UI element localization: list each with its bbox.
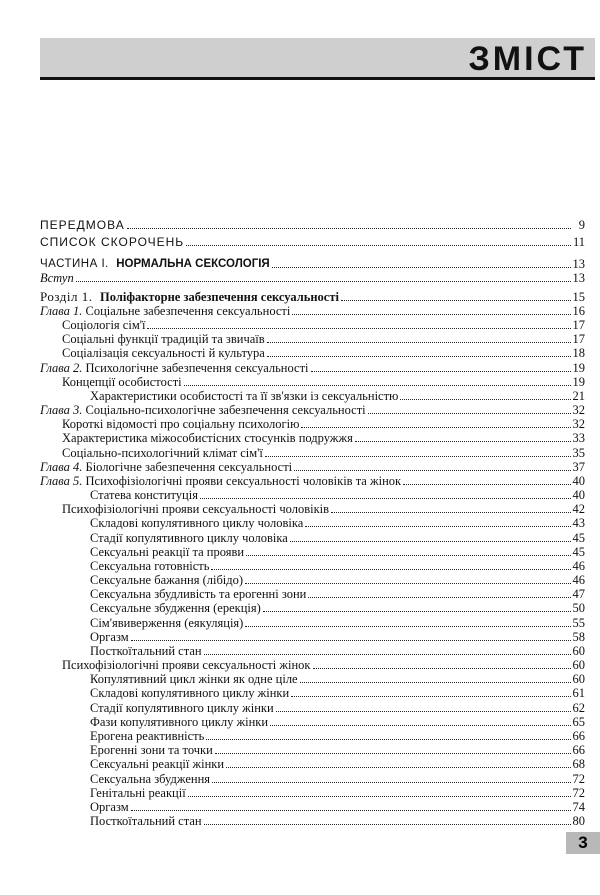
toc-entry[interactable]	[40, 346, 585, 360]
toc-label: Сексуальна збудження	[90, 771, 211, 786]
toc-label: Оргазм	[90, 629, 129, 644]
toc-entry[interactable]	[40, 601, 585, 615]
toc-entry[interactable]	[40, 417, 585, 431]
toc-label: Посткоїтальний стан	[90, 643, 202, 658]
toc-entry[interactable]	[40, 587, 585, 601]
toc-entry[interactable]	[40, 800, 585, 814]
toc-page: 16	[572, 303, 585, 318]
toc-entry[interactable]	[40, 630, 585, 644]
toc-page: 19	[572, 374, 585, 389]
toc-page: 60	[572, 658, 585, 673]
toc-label: Сексуальна готовність	[90, 558, 210, 573]
toc-label: Психофізіологічні прояви сексуальності чоловіків	[62, 502, 330, 517]
toc-page: 66	[572, 743, 585, 758]
toc-entry[interactable]	[40, 573, 585, 587]
toc-entry[interactable]	[40, 431, 585, 445]
toc-label: Характеристика міжособистісних стосунків подружжя	[62, 431, 353, 446]
toc-entry[interactable]	[40, 318, 585, 332]
toc-entry[interactable]	[40, 686, 585, 700]
toc-label: Соціальні функції традицій та звичаїв	[62, 332, 265, 347]
toc-page: 11	[572, 235, 585, 249]
toc-page: 45	[572, 544, 585, 559]
toc-entry[interactable]	[40, 389, 585, 403]
toc-label: Складові копулятивного циклу чоловіка	[90, 516, 304, 531]
toc-label: ЧАСТИНА I. НОРМАЛЬНА СЕКСОЛОГІЯ	[40, 257, 270, 270]
toc-label: Глава 1. Соціальне забезпечення сексуальності	[40, 303, 291, 318]
toc-label: Сексуальні реакції та прояви	[90, 544, 245, 559]
toc-label: Ерогенні зони та точки	[90, 743, 213, 758]
toc-page: 74	[572, 799, 585, 814]
toc-label: Стадії копулятивного циклу жінки	[90, 700, 274, 715]
toc-page: 33	[572, 431, 585, 446]
toc-page: 58	[572, 629, 585, 644]
toc-page: 19	[572, 360, 585, 375]
toc-label: Характеристики особистості та її зв'язки із сексуальністю	[90, 388, 399, 403]
toc-entry[interactable]	[40, 375, 585, 389]
toc-entry[interactable]	[40, 786, 585, 800]
toc-label: Ерогена реактивність	[90, 729, 205, 743]
toc-entry[interactable]	[40, 743, 585, 757]
toc-page: 65	[572, 714, 585, 729]
toc-label: Вступ	[40, 270, 74, 285]
toc-label: Концепції особистості	[62, 374, 182, 389]
toc-label: Генітальні реакції	[90, 785, 186, 800]
toc-page: 60	[572, 643, 585, 658]
toc-label: Сексуальні реакції жінки	[90, 757, 225, 772]
toc-label: Розділ 1. Поліфакторне забезпечення сексуальності	[40, 288, 339, 304]
toc-label: Соціологія сім'ї	[62, 318, 146, 333]
toc-label: Сім'явиверження (еякуляція)	[90, 615, 244, 630]
toc-entry[interactable]	[40, 658, 585, 672]
toc-label: Фази копулятивного циклу жінки	[90, 714, 269, 729]
toc-page: 9	[578, 217, 585, 232]
toc-entry[interactable]	[40, 488, 585, 502]
toc-label: Сексуальне бажання (лібідо)	[90, 573, 244, 588]
toc-label: Сексуальна збудливість та ерогенні зони	[90, 587, 307, 602]
toc-page: 62	[572, 700, 585, 715]
toc-page: 50	[572, 601, 585, 616]
toc-entry[interactable]	[40, 445, 585, 459]
toc-label: Соціально-психологічний клімат сім'ї	[62, 445, 263, 460]
toc-page: 32	[572, 403, 585, 418]
toc-page: 68	[572, 757, 585, 772]
toc-entry[interactable]	[40, 516, 585, 530]
toc-entry[interactable]	[40, 545, 585, 559]
toc-page: 60	[572, 672, 585, 687]
toc-page: 21	[572, 388, 585, 403]
toc-page: 80	[572, 814, 585, 829]
toc-label: Посткоїтальний стан	[90, 814, 202, 829]
toc-label: Сексуальне збудження (ерекція)	[90, 601, 261, 616]
toc-entry[interactable]	[40, 771, 585, 785]
toc-page: 13	[572, 270, 585, 285]
toc-entry[interactable]	[40, 332, 585, 346]
toc-page: 18	[572, 346, 585, 361]
toc-label: Короткі відомості про соціальну психологію	[62, 417, 300, 432]
toc-label: Статева конституція	[90, 488, 198, 503]
page-number: 3	[566, 832, 600, 854]
toc-label: Глава 3. Соціально-психологічне забезпечення сексуальності	[40, 403, 366, 418]
toc-page: 61	[572, 686, 585, 701]
toc-entry-section-1[interactable]	[40, 285, 585, 304]
toc-page: 17	[572, 318, 585, 333]
toc-label: Стадії копулятивного циклу чоловіка	[90, 530, 288, 545]
toc-page: 13	[572, 256, 585, 271]
toc-entry[interactable]	[40, 615, 585, 629]
toc-page: 15	[572, 289, 585, 304]
toc-page: 72	[572, 785, 585, 800]
toc-entry-chapter[interactable]	[40, 460, 585, 474]
toc-label: Копулятивний цикл жінки як одне ціле	[90, 672, 298, 687]
toc-page: 17	[572, 332, 585, 347]
toc-page: 37	[572, 459, 585, 474]
toc-page: 46	[572, 558, 585, 573]
toc-entry[interactable]	[40, 530, 585, 544]
toc-page: 66	[572, 729, 585, 743]
toc-page: 72	[572, 771, 585, 786]
toc-page: 45	[572, 530, 585, 545]
toc-page: 42	[572, 502, 585, 517]
toc-entry-intro[interactable]	[40, 271, 585, 285]
toc-entry-chapter[interactable]	[40, 304, 585, 318]
toc-entry[interactable]	[40, 700, 585, 714]
toc-entry-chapter[interactable]	[40, 403, 585, 417]
toc-page: 40	[572, 473, 585, 488]
toc-entry[interactable]	[40, 715, 585, 729]
toc-entry-preface[interactable]	[40, 214, 585, 232]
toc-page: 40	[572, 488, 585, 503]
toc-entry-chapter[interactable]	[40, 360, 585, 374]
header-bar	[40, 38, 595, 80]
toc-page: 47	[572, 587, 585, 602]
toc-label: Глава 5. Психофізіологічні прояви сексуальності чоловіків та жінок	[40, 473, 402, 488]
page-title: ЗМІСТ	[468, 40, 587, 78]
toc-entry[interactable]	[40, 729, 585, 743]
toc-entry[interactable]	[40, 672, 585, 686]
toc-entry[interactable]	[40, 502, 585, 516]
toc-label: Складові копулятивного циклу жінки	[90, 686, 290, 701]
toc-entry[interactable]	[40, 757, 585, 771]
toc-entry-chapter[interactable]	[40, 474, 585, 488]
toc-label: Глава 2. Психологічне забезпечення сексуальності	[40, 360, 309, 375]
toc-entry[interactable]	[40, 644, 585, 658]
toc-entry-part-1[interactable]	[40, 253, 585, 271]
toc-label: Соціалізація сексуальності й культура	[62, 346, 265, 361]
toc-page: 32	[572, 417, 585, 432]
toc-label: Оргазм	[90, 799, 129, 814]
toc-label: Глава 4. Біологічне забезпечення сексуальності	[40, 459, 293, 474]
toc-entry-abbreviations[interactable]	[40, 232, 585, 250]
toc-page: 35	[572, 445, 585, 460]
toc-page: 43	[572, 516, 585, 531]
toc-label: СПИСОК СКОРОЧЕНЬ	[40, 235, 185, 249]
table-of-contents	[40, 214, 585, 828]
toc-entry[interactable]	[40, 814, 585, 828]
toc-label: Психофізіологічні прояви сексуальності жінок	[62, 658, 311, 673]
toc-page: 46	[572, 573, 585, 588]
toc-label: ПЕРЕДМОВА	[40, 217, 125, 232]
toc-page: 55	[572, 615, 585, 630]
toc-entry[interactable]	[40, 559, 585, 573]
